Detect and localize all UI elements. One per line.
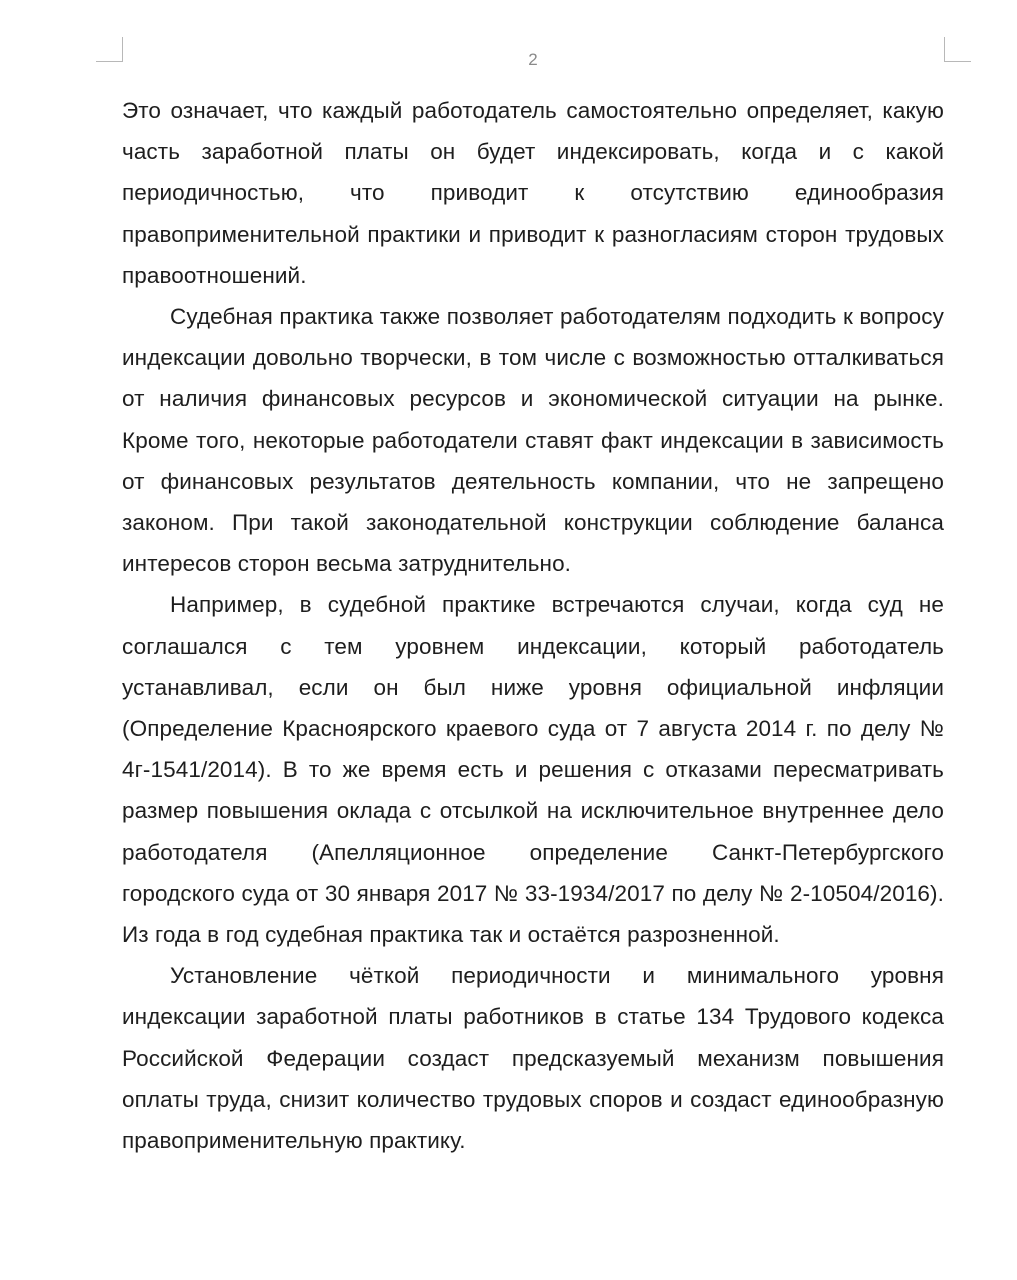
paragraph-2: Судебная практика также позволяет работодателям подходить к вопросу индексации довольно творчески, в том числе с возможностью отталкиваться от наличия финансовых ресурсов и экономической ситуации на рынке. Кроме того, некоторые работодатели ставят факт индексации в зависимость от финансовых результатов деятельность компании, что не запрещено законом. При такой законодательной конструкции соблюдение баланса интересов сторон весьма затруднительно. — [122, 304, 944, 577]
page-number: 2 — [528, 50, 538, 69]
paragraph-1: Это означает, что каждый работодатель самостоятельно определяет, какую часть заработной платы он будет индексировать, когда и с какой периодичностью, что приводит к отсутствию единообразия правоприменительной практики и приводит к разногласиям сторон трудовых правоотношений. — [122, 98, 944, 288]
paragraph-3: Например, в судебной практике встречаются случаи, когда суд не соглашался с тем уровнем индексации, который работодатель устанавливал, если он был ниже уровня официальной инфляции (Определение Красноярского краевого суда от 7 августа 2014 г. по делу № 4г-1541/2014). В то же время есть и решения с отказами пересматривать размер повышения оклада с отсылкой на исключительное внутреннее дело работодателя (Апелляционное определение Санкт-Петербургского городского суда от 30 января 2017 № 33-1934/2017 по делу № 2-10504/2016). Из года в год судебная практика так и остаётся разрозненной. — [122, 592, 944, 948]
document-body — [122, 90, 944, 1161]
paragraph-4: Установление чёткой периодичности и минимального уровня индексации заработной платы работников в статье 134 Трудового кодекса Российской Федерации создаст предсказуемый механизм повышения оплаты труда, снизит количество трудовых споров и создаст единообразную правоприменительную практику. — [122, 963, 944, 1154]
